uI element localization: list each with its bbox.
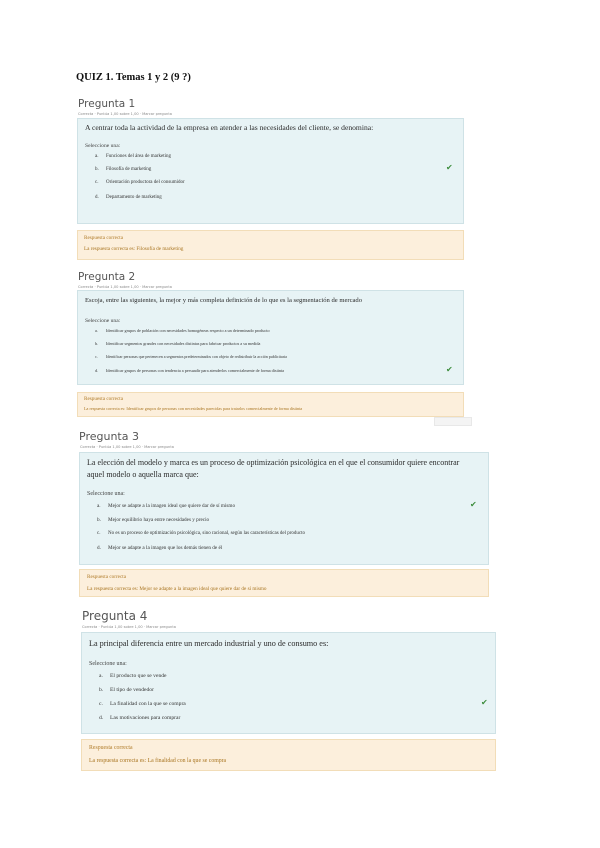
check-icon: ✔ <box>446 365 453 374</box>
question-2-option-c[interactable]: c. Identificar personas que pertenecen a segmentos predeterminados con objeto de redistribuir la acción publicitaria <box>95 354 287 359</box>
check-icon: ✔ <box>481 698 488 707</box>
question-3-label: Pregunta 3 <box>79 430 139 443</box>
check-icon: ✔ <box>446 163 453 172</box>
question-3-text: La elección del modelo y marca es un proceso de optimización psicológica en el que el consumidor quiere encontrar aquel modelo o aquella marca que: <box>87 458 460 479</box>
question-3-select-label: Seleccione una: <box>87 491 125 497</box>
question-2-option-a[interactable]: a. Identificar grupos de población con necesidades homogéneas respecto a un determinado producto <box>95 328 270 333</box>
question-2-feedback-title: Respuesta correcta <box>84 396 124 402</box>
question-1-feedback <box>77 230 464 260</box>
question-2-label: Pregunta 2 <box>78 271 136 283</box>
question-4-option-a[interactable]: a. El producto que se vende <box>99 673 167 679</box>
question-4-option-d[interactable]: d. Las motivaciones para comprar <box>99 715 181 721</box>
question-1-option-a[interactable]: a. Funciones del área de marketing <box>95 154 171 159</box>
question-4-select-label: Seleccione una: <box>89 661 127 667</box>
question-1-option-b[interactable]: b. Filosofía de marketing <box>95 167 152 172</box>
question-2-text: Escoja, entre las siguientes, la mejor y más completa definición de lo que es la segmentación de mercado <box>85 297 363 304</box>
question-2-meta: Correcta · Puntúa 1,00 sobre 1,00 · Marcar pregunta <box>78 285 172 289</box>
question-1-label: Pregunta 1 <box>78 98 136 110</box>
question-4-text: La principal diferencia entre un mercado industrial y uno de consumo es: <box>89 639 329 648</box>
question-1-option-d[interactable]: d. Departamento de marketing <box>95 195 162 200</box>
question-1-option-c[interactable]: c. Orientación productora del consumidor <box>95 180 185 185</box>
question-1-feedback-title: Respuesta correcta <box>84 235 124 241</box>
question-3-feedback <box>79 569 489 597</box>
question-4-feedback-text: La respuesta correcta es: La finalidad con la que se compra <box>89 758 227 764</box>
question-3-feedback-text: La respuesta correcta es: Mejor se adapte a la imagen ideal que quiere dar de sí mismo <box>87 586 267 592</box>
question-4-feedback <box>81 739 496 771</box>
question-3-meta: Correcta · Puntúa 1,00 sobre 1,00 · Marcar pregunta <box>80 445 174 449</box>
question-2-option-d[interactable]: d. Identificar grupos de personas con tendencia a persuadir para atenderlos comercialmente de forma distinta <box>95 368 285 373</box>
question-2-select-label: Seleccione una: <box>85 318 121 324</box>
question-1-text: A centrar toda la actividad de la empresa en atender a las necesidades del cliente, se denomina: <box>85 123 374 132</box>
question-4-meta: Correcta · Puntúa 1,00 sobre 1,00 · Marcar pregunta <box>82 625 176 629</box>
check-icon: ✔ <box>470 500 477 509</box>
question-3-option-b[interactable]: b. Mejor equilibrio haya entre necesidades y precio <box>97 517 210 523</box>
question-1-meta: Correcta · Puntúa 1,00 sobre 1,00 · Marcar pregunta <box>78 112 172 116</box>
question-4-label: Pregunta 4 <box>82 609 148 623</box>
question-1-feedback-text: La respuesta correcta es: Filosofía de marketing <box>84 246 184 252</box>
question-2-option-b[interactable]: b. Identificar segmentos grandes con necesidades distintas para fabricar productos a su medida <box>95 341 261 346</box>
question-4-feedback-title: Respuesta correcta <box>89 745 133 751</box>
question-3-feedback-title: Respuesta correcta <box>87 574 127 580</box>
question-2-feedback <box>77 392 464 417</box>
question-3-option-d[interactable]: d. Mejor se adapte a la imagen que los demás tienen de él <box>97 545 223 551</box>
question-1-select-label: Seleccione una: <box>85 143 121 149</box>
question-4-option-b[interactable]: b. El tipo de vendedor <box>99 687 154 693</box>
document-title: QUIZ 1. Temas 1 y 2 (9 ?) <box>76 72 191 83</box>
question-3-option-c[interactable]: c. No es un proceso de optimización psicológica, sino racional, según las características del producto <box>97 531 306 536</box>
question-4-option-c[interactable]: c. La finalidad con la que se compra <box>99 701 186 707</box>
question-2-feedback-text: La respuesta correcta es: Identificar grupos de personas con necesidades parecidas para tratarlos comercialmente de forma distinta <box>84 406 303 411</box>
page-stub <box>434 417 472 426</box>
question-3-option-a[interactable]: a. Mejor se adapte a la imagen ideal que quiere dar de sí mismo <box>97 503 236 509</box>
